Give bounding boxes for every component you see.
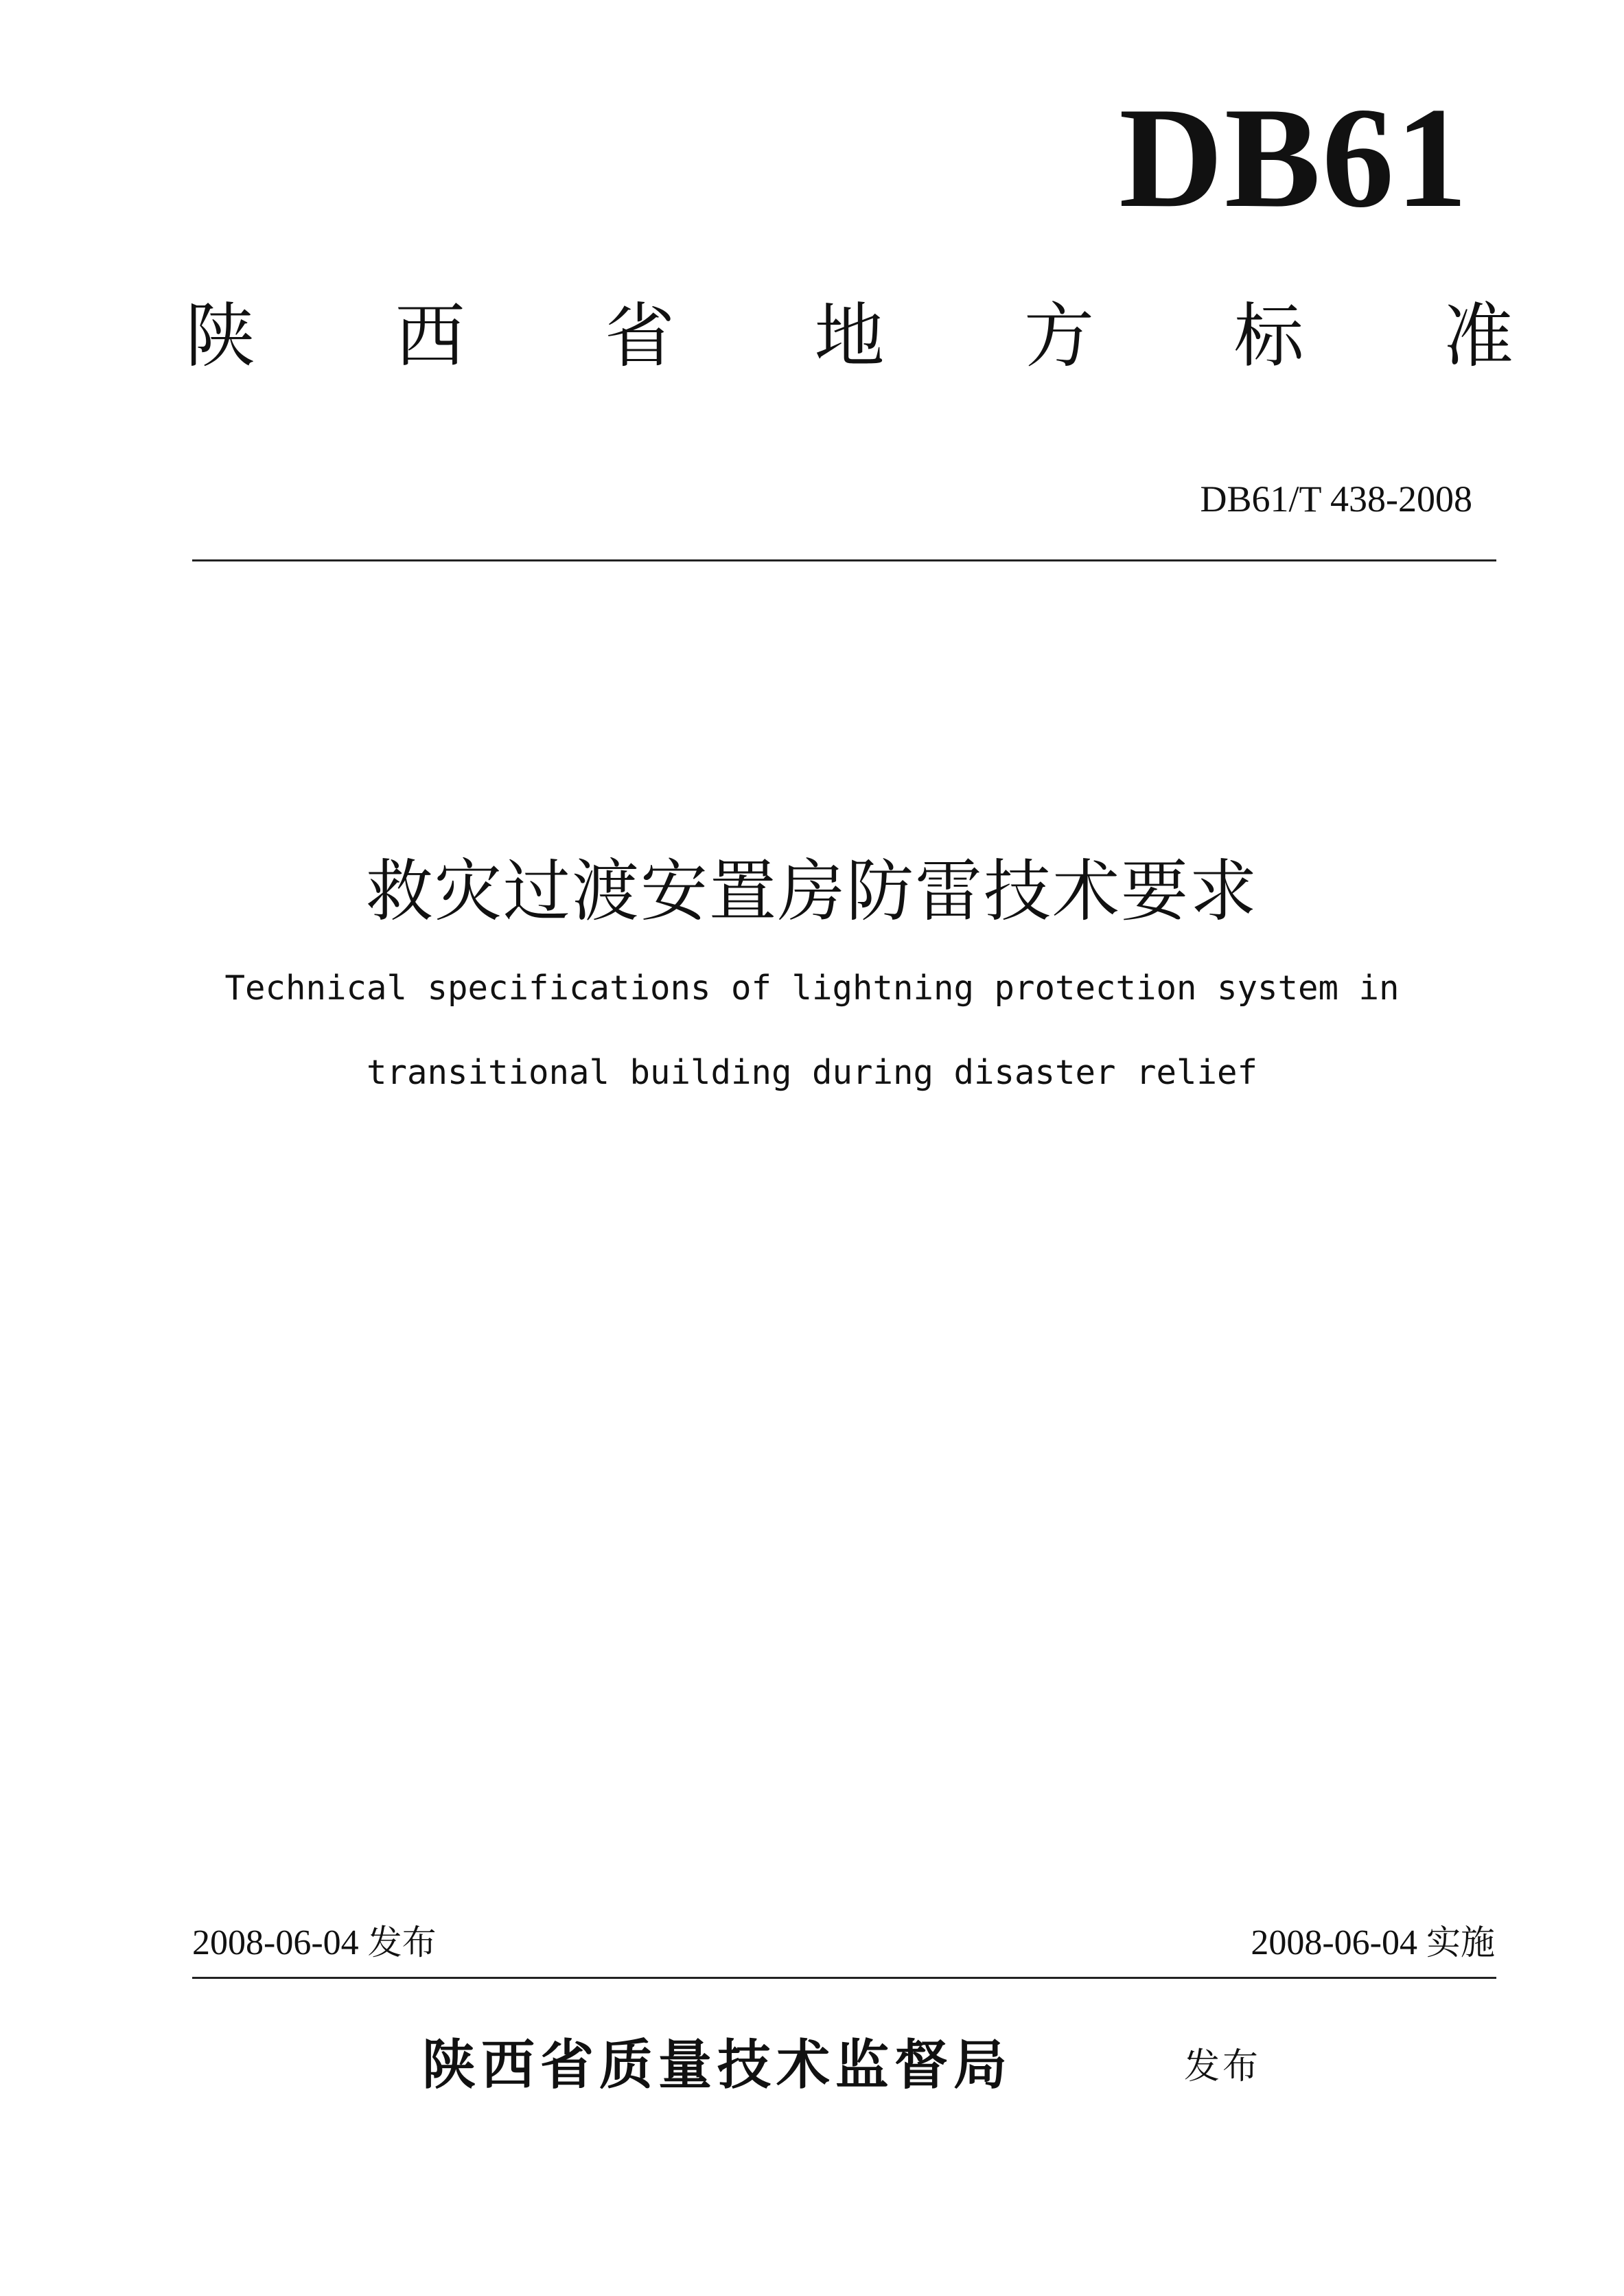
publisher-name: 陕西省质量技术监督局 xyxy=(422,2034,1013,2096)
issue-date-block xyxy=(192,1925,437,1961)
document-title-chinese: 救灾过渡安置房防雷技术要求 xyxy=(365,853,1258,931)
implementation-date: 2008-06-04 xyxy=(1251,1923,1417,1962)
standard-type-char: 西 xyxy=(395,296,465,378)
standard-type-char: 方 xyxy=(1024,296,1094,378)
document-title-english-line1: Technical specifications of lightning protection system in xyxy=(224,969,1400,1008)
issue-label: 发布 xyxy=(367,1923,437,1962)
standard-type-char: 陕 xyxy=(185,296,255,378)
standard-type-char: 省 xyxy=(605,296,675,378)
issue-date: 2008-06-04 xyxy=(192,1923,359,1962)
standard-type-char: 准 xyxy=(1443,296,1513,378)
standard-number: DB61/T 438-2008 xyxy=(1200,478,1472,520)
top-divider xyxy=(192,559,1496,561)
document-title-english-line2: transitional building during disaster relief xyxy=(366,1053,1258,1092)
standard-type-char: 标 xyxy=(1233,296,1304,378)
publisher-suffix: 发布 xyxy=(1184,2046,1262,2087)
standard-type-char: 地 xyxy=(814,296,885,378)
standard-type-heading xyxy=(185,296,1513,378)
bottom-divider xyxy=(192,1977,1496,1979)
implementation-date-block xyxy=(1098,1925,1495,1961)
implementation-label: 实施 xyxy=(1426,1923,1495,1962)
standard-code-mark: DB61 xyxy=(1119,78,1469,237)
